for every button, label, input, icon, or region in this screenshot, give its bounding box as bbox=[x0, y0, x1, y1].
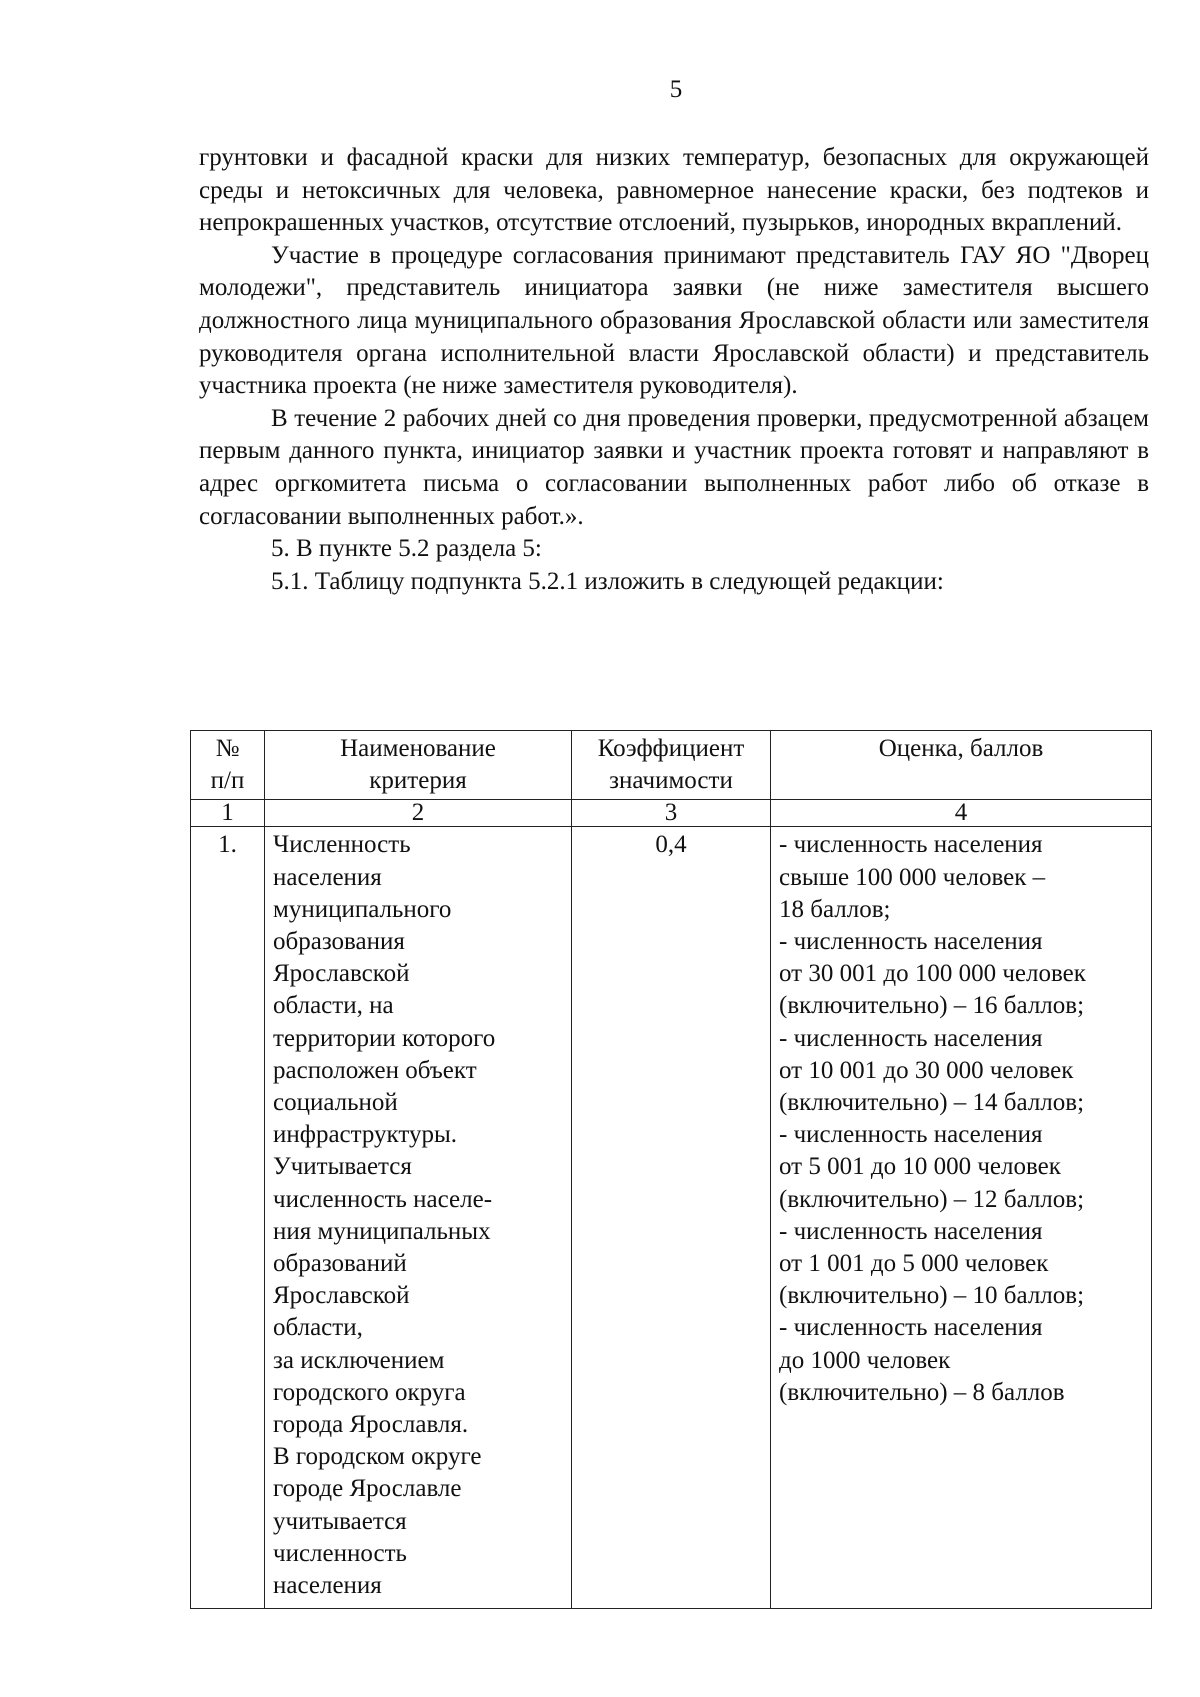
page-number: 5 bbox=[669, 76, 683, 103]
column-number-row bbox=[191, 800, 1152, 827]
paragraph-approval-deadline: В течение 2 рабочих дней со дня проведения проверки, предусмотренной абзацем первым данного пункта, инициатор заявки и участник проекта готовят и направляют в адрес оргкомитета письма о согласовании выполненных работ либо об отказе в согласовании выполненных работ.». bbox=[199, 404, 1149, 530]
criterion-line: территории которого bbox=[273, 1024, 496, 1052]
criterion-line: В городском округе bbox=[273, 1443, 482, 1471]
criterion-line: образований bbox=[273, 1250, 407, 1278]
column-number: 2 bbox=[265, 800, 572, 827]
criterion-line: городе Ярославле bbox=[273, 1475, 462, 1503]
criterion-line: населения bbox=[273, 1572, 382, 1600]
header-name-line: Наименование bbox=[340, 735, 496, 762]
criterion-line: городского округа bbox=[273, 1378, 466, 1406]
header-num-line: п/п bbox=[210, 767, 245, 795]
header-score: Оценка, баллов bbox=[771, 731, 1152, 800]
paragraph-item-5: 5. В пункте 5.2 раздела 5: bbox=[271, 535, 542, 563]
criterion-line: города Ярославля. bbox=[273, 1411, 469, 1439]
criterion-line: инфраструктуры. bbox=[273, 1121, 458, 1149]
row-num: 1. bbox=[191, 827, 265, 1609]
score-line: - численность населения bbox=[779, 1121, 1043, 1149]
criterion-line: Ярославской bbox=[273, 1282, 410, 1310]
score-line: 18 баллов; bbox=[779, 895, 891, 923]
header-num bbox=[191, 731, 265, 800]
table-header-row bbox=[191, 731, 1152, 800]
criterion-line: учитывается bbox=[273, 1507, 407, 1535]
paragraph-approval-participants: Участие в процедуре согласования принимают представитель ГАУ ЯО "Дворец молодежи", представитель инициатора заявки (не ниже заместителя высшего должностного лица муниципального образования Ярославской области или заместителя руководителя органа исполнительной власти Ярославской области) и представитель участника проекта (не ниже заместителя руководителя). bbox=[199, 241, 1149, 400]
score-line: (включительно) – 14 баллов; bbox=[779, 1089, 1085, 1117]
criterion-line: численность населе- bbox=[273, 1185, 493, 1213]
score-line: - численность населения bbox=[779, 831, 1043, 859]
score-line: - численность населения bbox=[779, 1024, 1043, 1052]
score-line: (включительно) – 8 баллов bbox=[779, 1378, 1065, 1406]
criterion-line: муниципального bbox=[273, 895, 452, 923]
score-line: - численность населения bbox=[779, 928, 1043, 956]
header-coef-line: Коэффициент bbox=[597, 735, 745, 762]
criterion-line: области, на bbox=[273, 992, 394, 1020]
score-line: (включительно) – 12 баллов; bbox=[779, 1185, 1085, 1213]
criterion-line: ния муниципальных bbox=[273, 1217, 491, 1245]
criterion-line: области, bbox=[273, 1314, 363, 1342]
criteria-table bbox=[190, 730, 1152, 1609]
header-num-line: № bbox=[215, 735, 240, 762]
criterion-line: Учитывается bbox=[273, 1153, 412, 1181]
criterion-line: за исключением bbox=[273, 1346, 445, 1374]
score-line: - численность населения bbox=[779, 1314, 1043, 1342]
column-number: 1 bbox=[191, 800, 265, 827]
criterion-line: численность bbox=[273, 1539, 407, 1567]
score-line: до 1000 человек bbox=[779, 1346, 951, 1374]
header-name-line: критерия bbox=[369, 767, 467, 795]
criterion-line: Численность bbox=[273, 831, 411, 859]
score-line: от 5 001 до 10 000 человек bbox=[779, 1153, 1061, 1181]
score-line: от 30 001 до 100 000 человек bbox=[779, 960, 1086, 988]
criterion-line: социальной bbox=[273, 1089, 398, 1117]
criterion-line: населения bbox=[273, 863, 382, 891]
table-row bbox=[191, 827, 1152, 1609]
row-coefficient: 0,4 bbox=[572, 827, 771, 1609]
header-coef-line: значимости bbox=[609, 767, 733, 795]
score-line: свыше 100 000 человек – bbox=[779, 863, 1046, 891]
row-score bbox=[771, 827, 1152, 1609]
criterion-line: Ярославской bbox=[273, 960, 410, 988]
column-number: 3 bbox=[572, 800, 771, 827]
column-number: 4 bbox=[771, 800, 1152, 827]
criterion-line: расположен объект bbox=[273, 1056, 477, 1084]
score-line: - численность населения bbox=[779, 1217, 1043, 1245]
score-line: (включительно) – 16 баллов; bbox=[779, 992, 1085, 1020]
document-body bbox=[199, 142, 1149, 598]
score-line: от 10 001 до 30 000 человек bbox=[779, 1056, 1074, 1084]
row-criterion-name bbox=[265, 827, 572, 1609]
score-line: от 1 001 до 5 000 человек bbox=[779, 1250, 1049, 1278]
criterion-line: образования bbox=[273, 928, 405, 956]
score-line: (включительно) – 10 баллов; bbox=[779, 1282, 1085, 1310]
paragraph-item-5-1: 5.1. Таблицу подпункта 5.2.1 изложить в следующей редакции: bbox=[271, 567, 944, 595]
header-name bbox=[265, 731, 572, 800]
header-coef bbox=[572, 731, 771, 800]
paragraph-continuation: грунтовки и фасадной краски для низких температур, безопасных для окружающей среды и нетоксичных для человека, равномерное нанесение краски, без подтеков и непрокрашенных участков, отсутствие отслоений, пузырьков, инородных вкраплений. bbox=[199, 144, 1149, 237]
